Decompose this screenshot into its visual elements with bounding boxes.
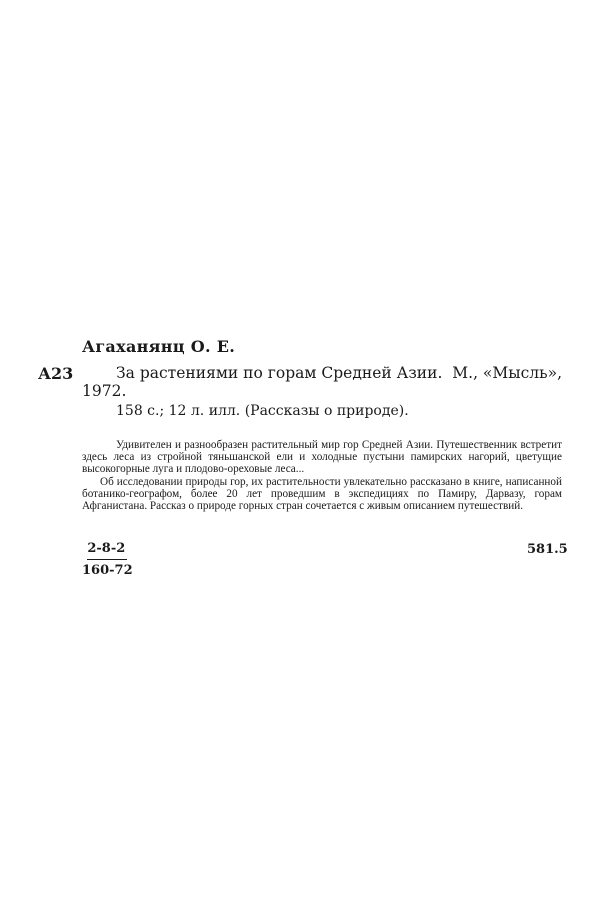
shelf-code: А23 — [38, 364, 74, 383]
abstract — [82, 439, 562, 512]
book-title: За растениями по горам Средней Азии. — [116, 364, 443, 382]
physical-description: 158 с.; 12 л. илл. (Рассказы о природе). — [116, 403, 409, 419]
index-denominator: 160-72 — [82, 563, 133, 578]
author-name: Агаханянц О. Е. — [82, 337, 236, 356]
index-numerator: 2-8-2 — [87, 541, 127, 560]
udc-code: 581.5 — [527, 542, 568, 557]
publication-year: 1972. — [82, 382, 127, 400]
title-line — [116, 364, 562, 382]
classification-index — [82, 541, 133, 578]
publisher: М., «Мысль», — [452, 364, 562, 382]
abstract-paragraph: Удивителен и разнообразен растительный мир гор Средней Азии. Путешественник встретит здесь леса из стройной тяньшанской ели и холодные пустыни памирских нагорий, цветущие высокогорные луга и плодово-ореховые леса... — [82, 439, 562, 476]
abstract-paragraph: Об исследовании природы гор, их растительности увлекательно рассказано в книге, написанной ботанико-географом, более 20 лет проведшим в экспедициях по Памиру, Дарвазу, горам Афганистана. Рассказ о природе горных стран сочетается с живым описанием путешествий. — [82, 475, 562, 513]
